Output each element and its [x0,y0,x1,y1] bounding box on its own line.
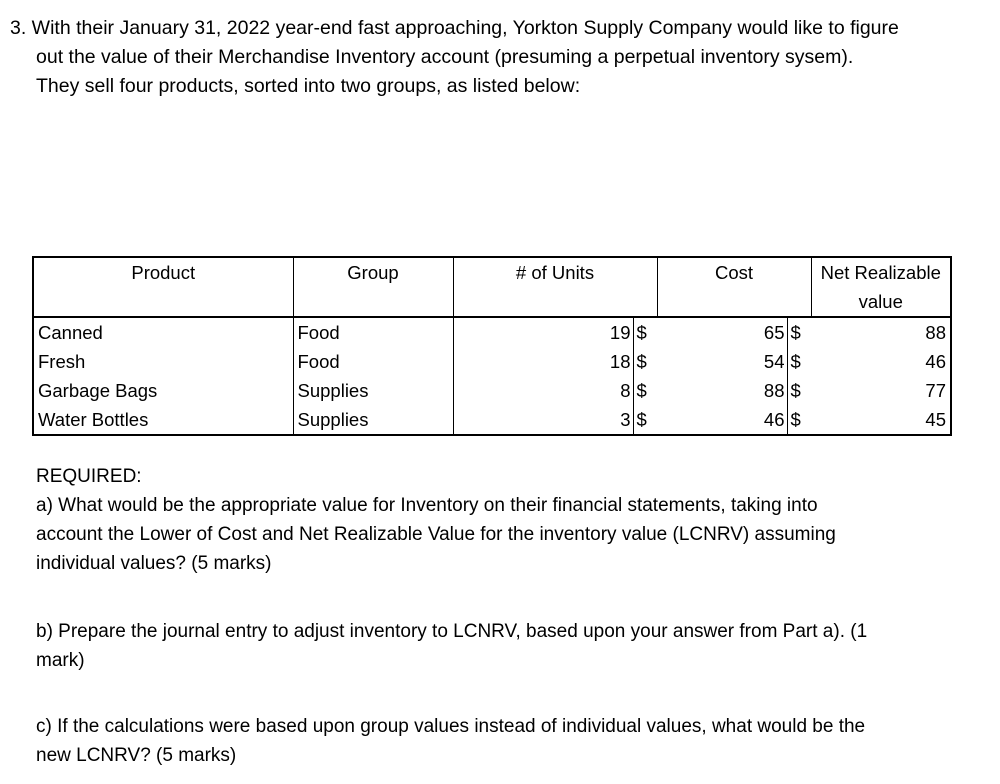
cell-currency: $ [633,376,657,405]
cell-nrv: 46 [811,347,951,376]
inventory-table [32,256,952,436]
cell-product: Water Bottles [33,405,293,435]
header-product: Product [33,257,293,317]
header-units: # of Units [453,257,657,317]
cell-group: Supplies [293,376,453,405]
part-b-line: mark) [36,650,85,671]
required-section [36,462,836,578]
part-a-line: a) What would be the appropriate value for Inventory on their financial statements, taking into [36,495,818,516]
question-text [10,14,970,101]
part-a-line: individual values? (5 marks) [36,553,272,574]
cell-units: 8 [620,380,631,401]
cell-cost: 65 [763,322,785,343]
header-nrv-line2: value [858,291,903,312]
cell-cost: 88 [763,380,785,401]
part-c-line: c) If the calculations were based upon group values instead of individual values, what would be the [36,716,866,737]
table-row [33,376,951,405]
cell-cost: 46 [657,405,787,435]
table-header-row [33,257,951,317]
required-heading: REQUIRED: [36,466,142,487]
part-c-line: new LCNRV? (5 marks) [36,745,237,766]
question-line: out the value of their Merchandise Inventory account (presuming a perpetual inventory sysem). [36,46,854,68]
cell-currency: $ [787,405,811,435]
cell-product: Garbage Bags [33,376,293,405]
cell-cost: 54 [763,351,785,372]
cell-currency: $ [633,405,657,435]
cell-currency: $ [787,347,811,376]
cell-group: Food [293,347,453,376]
table-row [33,405,951,435]
cell-nrv: 45 [811,405,951,435]
cell-nrv: 88 [811,317,951,347]
cell-group: Supplies [293,405,453,435]
part-b [36,617,867,675]
table-row [33,317,951,347]
part-b-line: b) Prepare the journal entry to adjust inventory to LCNRV, based upon your answer from Part a). (1 [36,621,868,642]
table-row [33,347,951,376]
cell-currency: $ [787,317,811,347]
cell-currency: $ [633,347,657,376]
cell-group: Food [293,317,453,347]
cell-currency: $ [787,376,811,405]
question-line: 3. With their January 31, 2022 year-end fast approaching, Yorkton Supply Company would like to figure [10,17,899,39]
cell-currency: $ [633,317,657,347]
cell-units: 3 [453,405,633,435]
cell-product: Canned [33,317,293,347]
header-nrv [811,257,951,317]
cell-units: 18 [609,351,631,372]
header-nrv-line1: Net Realizable [820,262,941,283]
question-line: They sell four products, sorted into two groups, as listed below: [36,75,581,97]
cell-units: 19 [609,322,631,343]
cell-nrv: 77 [811,376,951,405]
part-a-line: account the Lower of Cost and Net Realizable Value for the inventory value (LCNRV) assuming [36,524,836,545]
cell-product: Fresh [33,347,293,376]
part-c [36,712,865,770]
header-group: Group [293,257,453,317]
header-cost: Cost [657,257,811,317]
